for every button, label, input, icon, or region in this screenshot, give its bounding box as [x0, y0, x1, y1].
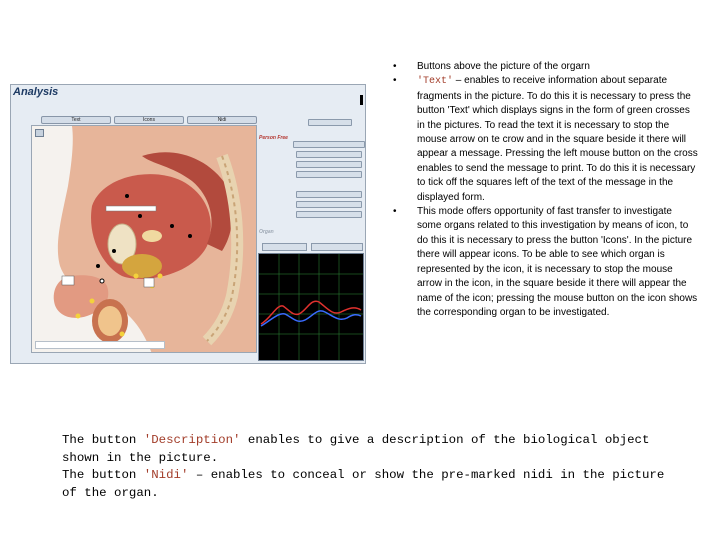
bullet-text: Buttons above the picture of the orgarn — [417, 61, 590, 72]
side-button-5[interactable] — [296, 171, 362, 178]
bullet-dot: • — [393, 206, 397, 218]
side-button-8[interactable] — [296, 211, 362, 218]
bullet-text: – enables to receive information about separate fragments in the picture. To do this it is necessary to press the button 'Text' which displays signs in the form of green crosses in the pictures. To read the text it is necessary to stop the mouse arrow on te crow and in the square beside it there will appear a message. Pressing the left mouse button on the cross enables to send the message to print. To do this it is necessary to tick off the squares left of the text of the message in the displayed form. — [417, 75, 698, 203]
bullet-item — [393, 205, 698, 320]
mode-tab-text[interactable] — [262, 243, 307, 251]
tab-nidi[interactable]: Nidi — [187, 116, 257, 124]
mode-tab-spectrum[interactable] — [311, 243, 363, 251]
nidi-button-name: 'Nidi' — [143, 468, 189, 482]
bottom-text: – enables to conceal or show the pre-marked nidi in the picture — [188, 468, 665, 482]
bullet-list — [393, 60, 698, 320]
analysis-window-title: Analysis — [13, 86, 59, 98]
organ-picture — [31, 125, 257, 353]
zoom-icon[interactable] — [35, 129, 44, 137]
bottom-text: The button — [62, 433, 144, 447]
analysis-screenshot — [10, 84, 366, 364]
side-button-3[interactable] — [296, 151, 362, 158]
bullet-dot: • — [393, 75, 397, 87]
bottom-text: enables to give a description of the biological object — [240, 433, 650, 447]
tab-icons[interactable]: Icons — [114, 116, 184, 124]
organ-label: Organ — [259, 229, 274, 235]
bottom-text: shown in the picture. — [62, 450, 219, 465]
bottom-text: of the organ. — [62, 485, 159, 500]
side-button-6[interactable] — [296, 191, 362, 198]
person-free-label: Person Free — [259, 135, 288, 141]
picture-caption-bar — [35, 341, 165, 349]
window-edge-marker — [360, 95, 363, 105]
side-button-4[interactable] — [296, 161, 362, 168]
bottom-text: The button — [62, 468, 144, 482]
spectrum-curves — [259, 254, 363, 360]
picture-tab-bar — [41, 116, 257, 124]
text-button-name: 'Text' — [417, 76, 454, 88]
side-button-7[interactable] — [296, 201, 362, 208]
bullet-item — [393, 60, 698, 74]
anatomy-illustration — [32, 126, 257, 353]
side-button-1[interactable] — [308, 119, 352, 126]
bullet-dot: • — [393, 61, 397, 72]
tab-text[interactable]: Text — [41, 116, 111, 124]
description-paragraph — [62, 432, 665, 502]
description-button-name: 'Description' — [143, 433, 241, 447]
bullet-text: This mode offers opportunity of fast transfer to investigate some organs related to this investigation by means of icon, to do this it is necessary to press the button 'Icons'. In the picture there will appear icons. To be able to see which organ is represented by the icon, it is necessary to stop the mouse arrow in the icon, in the square beside it there will appear the name of the icon; pressing the mouse button on the icon shows the corresponding organ to be investigated. — [417, 206, 698, 318]
side-button-2[interactable] — [293, 141, 365, 148]
bullet-item — [393, 74, 698, 205]
spectrum-graph — [258, 253, 364, 361]
